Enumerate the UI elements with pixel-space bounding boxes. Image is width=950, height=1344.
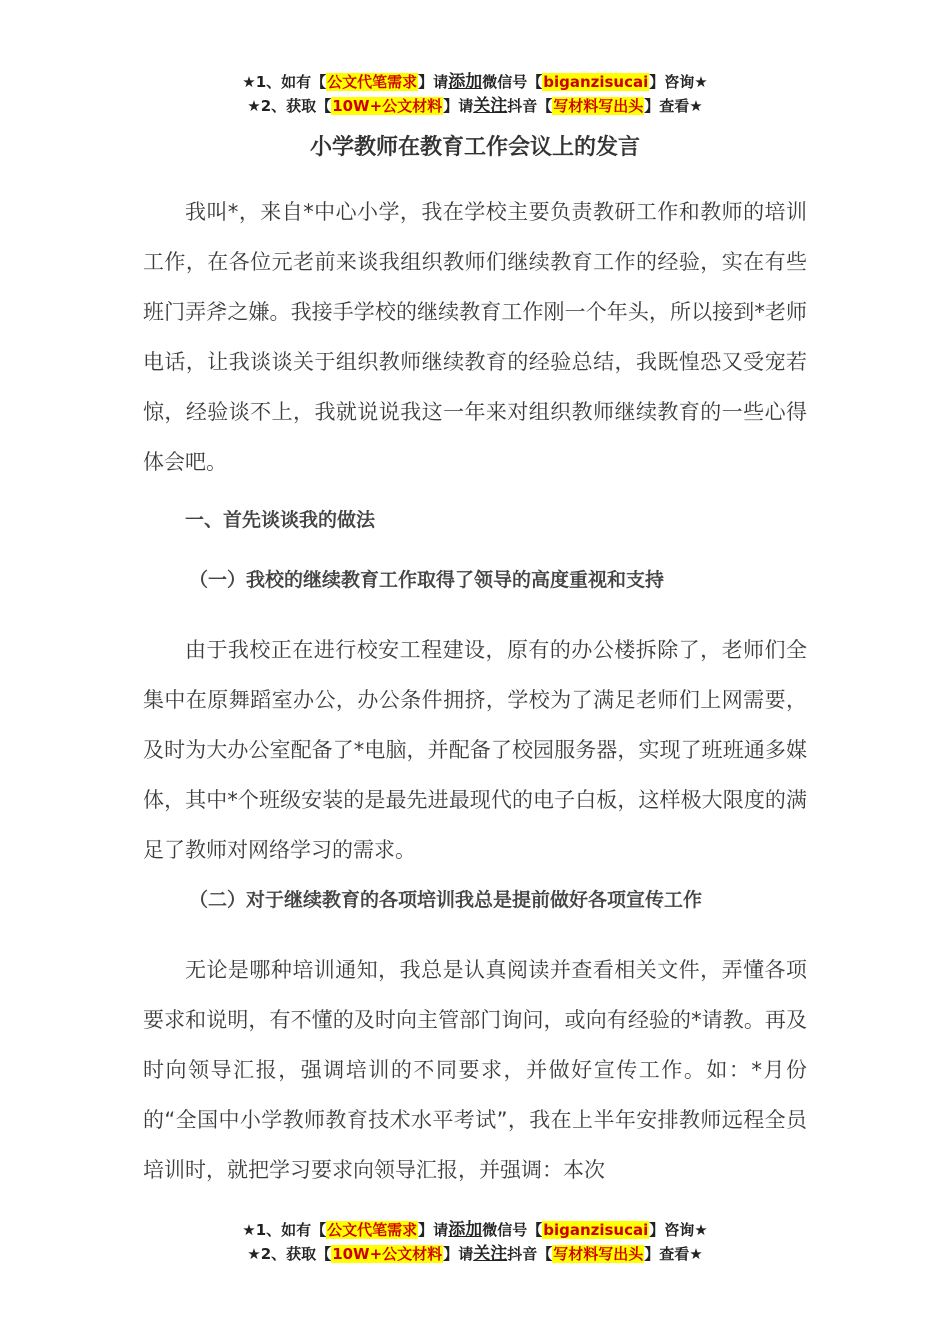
banner-text: 抖音【 [507,1245,553,1263]
banner-line-1 [0,70,950,94]
banner-text: ★1、如有【 [242,73,327,91]
banner-douyin-id: 写材料写出头 [553,97,644,115]
banner-text: 】查看★ [644,97,703,115]
banner-text: 】请 [418,73,449,91]
banner-emphasis: 添加 [448,1220,483,1240]
paragraph-support: 由于我校正在进行校安工程建设，原有的办公楼拆除了，老师们全集中在原舞蹈室办公，办公条件拥挤，学校为了满足老师们上网需要，及时为大办公室配备了*电脑，并配备了校园服务器，实现了班班通多媒体，其中*个班级安装的是最先进最现代的电子白板，这样极大限度的满足了教师对网络学习的需求。 [143,638,807,862]
banner-highlight: 公文代笔需求 [327,1221,418,1239]
banner-line-2 [0,1242,950,1266]
banner-emphasis: 关注 [473,1244,508,1264]
banner-text: 】查看★ [644,1245,703,1263]
bottom-banner [0,1218,950,1266]
banner-highlight: 10W+公文材料 [332,97,443,115]
banner-line-1 [0,1218,950,1242]
banner-text: 】请 [418,1221,449,1239]
banner-text: 微信号【 [482,73,543,91]
banner-highlight: 10W+公文材料 [332,1245,443,1263]
subsection-heading-1: （一）我校的继续教育工作取得了领导的高度重视和支持 [189,569,665,591]
banner-text: 】咨询★ [649,73,708,91]
banner-wechat-id: biganzisucai [543,73,649,91]
banner-emphasis: 添加 [448,72,483,92]
paragraph-publicity: 无论是哪种培训通知，我总是认真阅读并查看相关文件，弄懂各项要求和说明，有不懂的及时向主管部门询问，或向有经验的*请教。再及时向领导汇报，强调培训的不同要求，并做好宣传工作。如：*月份的“全国中小学教师教育技术水平考试”，我在上半年安排教师远程全员培训时，就把学习要求向领导汇报，并强调：本次 [143,958,807,1182]
banner-text: 】咨询★ [649,1221,708,1239]
subsection-heading-2: （二）对于继续教育的各项培训我总是提前做好各项宣传工作 [189,889,703,911]
banner-text: 微信号【 [482,1221,543,1239]
banner-emphasis: 关注 [473,96,508,116]
banner-text: ★2、获取【 [247,97,332,115]
banner-text: 】请 [443,1245,474,1263]
banner-text: 】请 [443,97,474,115]
banner-text: ★1、如有【 [242,1221,327,1239]
banner-line-2 [0,94,950,118]
section-heading-1: 一、首先谈谈我的做法 [185,509,376,531]
banner-text: ★2、获取【 [247,1245,332,1263]
banner-highlight: 公文代笔需求 [327,73,418,91]
banner-wechat-id: biganzisucai [543,1221,649,1239]
banner-text: 抖音【 [507,97,553,115]
banner-douyin-id: 写材料写出头 [553,1245,644,1263]
top-banner [0,70,950,118]
paragraph-intro: 我叫*，来自*中心小学，我在学校主要负责教研工作和教师的培训工作，在各位元老前来谈我组织教师们继续教育工作的经验，实在有些班门弄斧之嫌。我接手学校的继续教育工作刚一个年头，所以接到*老师电话，让我谈谈关于组织教师继续教育的经验总结，我既惶恐又受宠若惊，经验谈不上，我就说说我这一年来对组织教师继续教育的一些心得体会吧。 [143,200,807,474]
document-title: 小学教师在教育工作会议上的发言 [309,135,640,160]
document-body [143,187,807,1195]
